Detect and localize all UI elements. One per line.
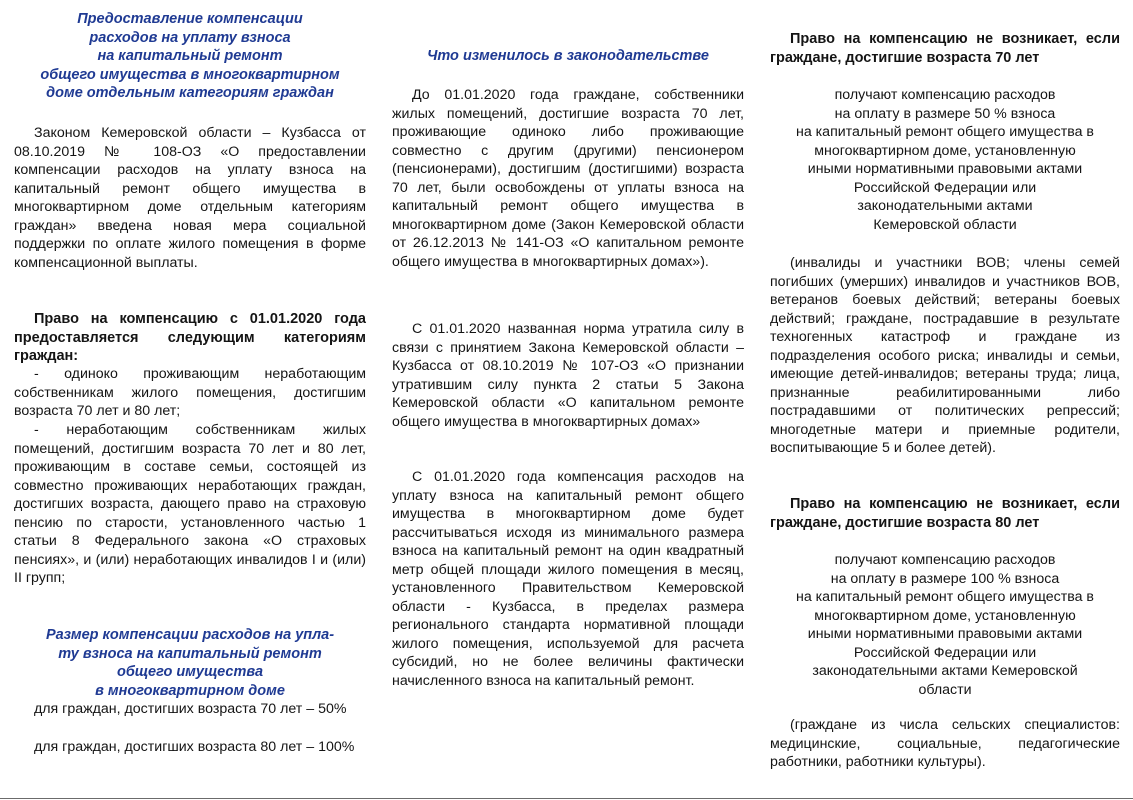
main-title-line: Предоставление компенсации [77,11,303,27]
law-paragraph-before: До 01.01.2020 года граждане, собственники жилых помещений, достигшие возраста 70 лет, проживающие одиноко либо проживающие совместно с другим (другими) пенсионером (пенсионерами), достигшим (достигшими) возраста 70 лет, были освобождены от уплаты взноса на капитальный ремонт общего имущества в многоквартирном доме (Закон Кемеровской области от 26.12.2013 № 141-ОЗ «О капитальном ремонте общего имущества в многоквартирных домах»). [392,87,744,270]
condition-line: получают компенсацию расходов [834,87,1056,103]
law-paragraph-calculation: С 01.01.2020 года компенсация расходов на уплату взноса на капитальный ремонт общего имущества в многоквартирном доме будет рассчитываться исходя из минимального размера взноса на капитальный ремонт на один квадратный метр общей площади жилого помещения в месяц, установленного Правительством Кемеровской области - Кузбасса, в пределах размера регионального стандарта нормативной площади жилого помещения, используемой для расчета субсидий, но не более величины фактически начисленного взноса на капитальный ремонт. [392,469,744,689]
compensation-size-heading [14,626,366,700]
condition-line: многоквартирном доме, установленную [814,142,1076,159]
intro-paragraph: Законом Кемеровской области – Кузбасса от 08.10.2019 № 108-ОЗ «О предоставлении компенсации расходов на уплату взноса на капитальный ремонт общего имущества в многоквартирном доме отдельным категориям граждан» введена новая мера социальной поддержки по оплате жилого помещения в форме компенсационной выплаты. [14,125,366,271]
condition-line: Российской Федерации или [853,179,1037,196]
size-age-80: для граждан, достигших возраста 80 лет – 100% [34,739,355,755]
condition-line: Российской Федерации или [853,644,1037,661]
eligibility-item-single: - одиноко проживающим неработающим собственникам жилого помещения, достигшим возраста 70 лет и 80 лет; [14,366,366,419]
law-paragraph-repeal: С 01.01.2020 названная норма утратила силу в связи с принятием Закона Кемеровской области – Кузбасса от 08.10.2019 № 107-ОЗ «О признании утратившим силу пункта 2 статьи 5 Закона Кемеровской области «О капитальном ремонте общего имущества в многоквартирных домах» [392,321,744,430]
no-right-70-heading: Право на компенсацию не возникает, если граждане, достигшие возраста 70 лет [770,31,1120,66]
main-title-line: доме отдельным категориям граждан [46,85,334,101]
no-right-80-categories: (граждане из числа сельских специалистов: медицинские, социальные, педагогические работники, работники культуры). [770,717,1120,770]
condition-line: получают компенсацию расходов [834,552,1056,568]
column-right [770,0,1120,800]
condition-line: на капитальный ремонт общего имущества в [796,589,1094,605]
eligibility-heading: Право на компенсацию с 01.01.2020 года предоставляется следующим категориям граждан: [14,311,366,364]
no-right-70-conditions [770,86,1120,234]
no-right-70-categories: (инвалиды и участники ВОВ; члены семей погибших (умерших) инвалидов и участников ВОВ, ветеранов боевых действий; ветераны боевых действий; граждане, пострадавшие в результате техногенных катастроф и граждане из подразделения особого риска; инвалиды и семьи, имеющие детей-инвалидов; ветераны труда; лица, признанные реабилитированными либо пострадавшими от политических репрессий; многодетные матери и приемные родители, воспитывающие 5 и более детей). [770,255,1120,456]
condition-line: области [918,681,972,698]
bottom-divider [0,798,1133,799]
condition-line: на оплату в размере 100 % взноса [830,570,1060,587]
size-age-70: для граждан, достигших возраста 70 лет – 50% [34,701,347,717]
main-title-line: расходов на уплату взноса [89,29,291,46]
condition-line: на оплату в размере 50 % взноса [834,105,1056,122]
column-middle [392,0,744,800]
no-right-80-heading: Право на компенсацию не возникает, если граждане, достигшие возраста 80 лет [770,496,1120,531]
no-right-80-conditions [770,551,1120,699]
main-title-line: общего имущества в многоквартирном [40,66,340,83]
size-title-line: в многоквартирном доме [95,682,285,699]
eligibility-item-family: - неработающим собственникам жилых помещений, достигшим возраста 70 лет и 80 лет, проживающим в составе семьи, состоящей из совместно проживающих неработающих граждан, достигших возраста, дающего право на страховую пенсию по старости, установленного частью 1 статьи 8 Федерального закона «О страховых пенсиях», и (или) неработающих инвалидов I и (или) II групп; [14,422,366,586]
condition-line: законодательными актами Кемеровской [812,663,1078,679]
main-title-line: на капитальный ремонт [97,48,283,64]
condition-line: на капитальный ремонт общего имущества в [796,124,1094,140]
size-title-line: Размер компенсации расходов на упла- [45,627,335,643]
main-title [14,10,366,103]
condition-line: многоквартирном доме, установленную [814,607,1076,624]
condition-line: иными нормативными правовыми актами [807,626,1083,642]
condition-line: законодательными актами [857,198,1033,214]
condition-line: иными нормативными правовыми актами [807,161,1083,177]
law-changes-heading: Что изменилось в законодательстве [427,48,709,64]
size-title-line: ту взноса на капитальный ремонт [58,645,322,662]
condition-line: Кемеровской области [873,216,1017,233]
column-left [14,0,366,800]
size-title-line: общего имущества [116,664,264,680]
